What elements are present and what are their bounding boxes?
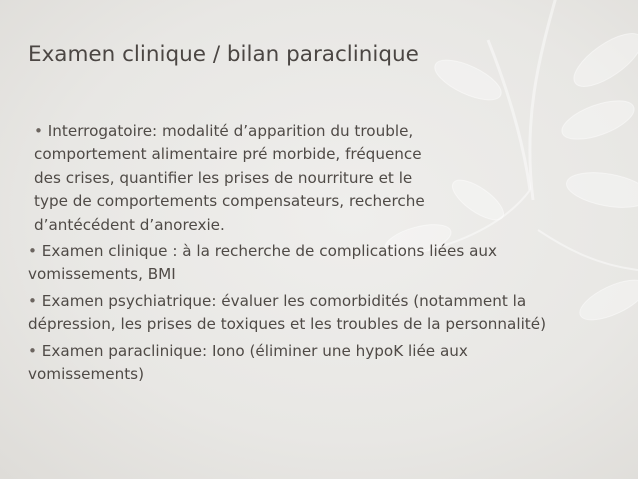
bullet-text: Examen clinique : à la recherche de complications liées aux <box>41 242 498 261</box>
bullet-line: vomissements, BMI <box>28 265 176 284</box>
bullet-line: comportement alimentaire pré morbide, fréquence <box>34 145 422 164</box>
slide-title: Examen clinique / bilan paraclinique <box>28 42 419 67</box>
bullet-examen-clinique <box>28 240 628 287</box>
bullet-text: Examen paraclinique: Iono (éliminer une hypoK liée aux <box>41 341 468 360</box>
bullet-text: Interrogatoire: modalité d’apparition du trouble, <box>47 122 414 140</box>
bullet-text: Examen psychiatrique: évaluer les comorbidités (notamment la <box>41 291 527 310</box>
bullet-line <box>28 120 628 143</box>
bullet-line: type de comportements compensateurs, recherche <box>34 192 425 211</box>
bullet-dot: • <box>28 291 37 310</box>
bullet-line <box>28 290 628 313</box>
bullet-interrogatoire <box>28 120 628 237</box>
bullet-line: des crises, quantifier les prises de nourriture et le <box>34 168 413 187</box>
bullet-line: dépression, les prises de toxiques et les troubles de la personnalité) <box>28 315 547 334</box>
bullet-line: d’antécédent d’anorexie. <box>34 215 225 234</box>
bullet-line <box>28 240 628 263</box>
bullet-examen-paraclinique <box>28 340 628 387</box>
bullet-dot: • <box>34 122 43 140</box>
bullet-line: vomissements) <box>28 365 145 384</box>
bullet-dot: • <box>28 242 37 261</box>
bullet-examen-psychiatrique <box>28 290 628 337</box>
bullet-dot: • <box>28 341 37 360</box>
bullet-line <box>28 340 628 363</box>
bullet-list <box>28 120 628 389</box>
